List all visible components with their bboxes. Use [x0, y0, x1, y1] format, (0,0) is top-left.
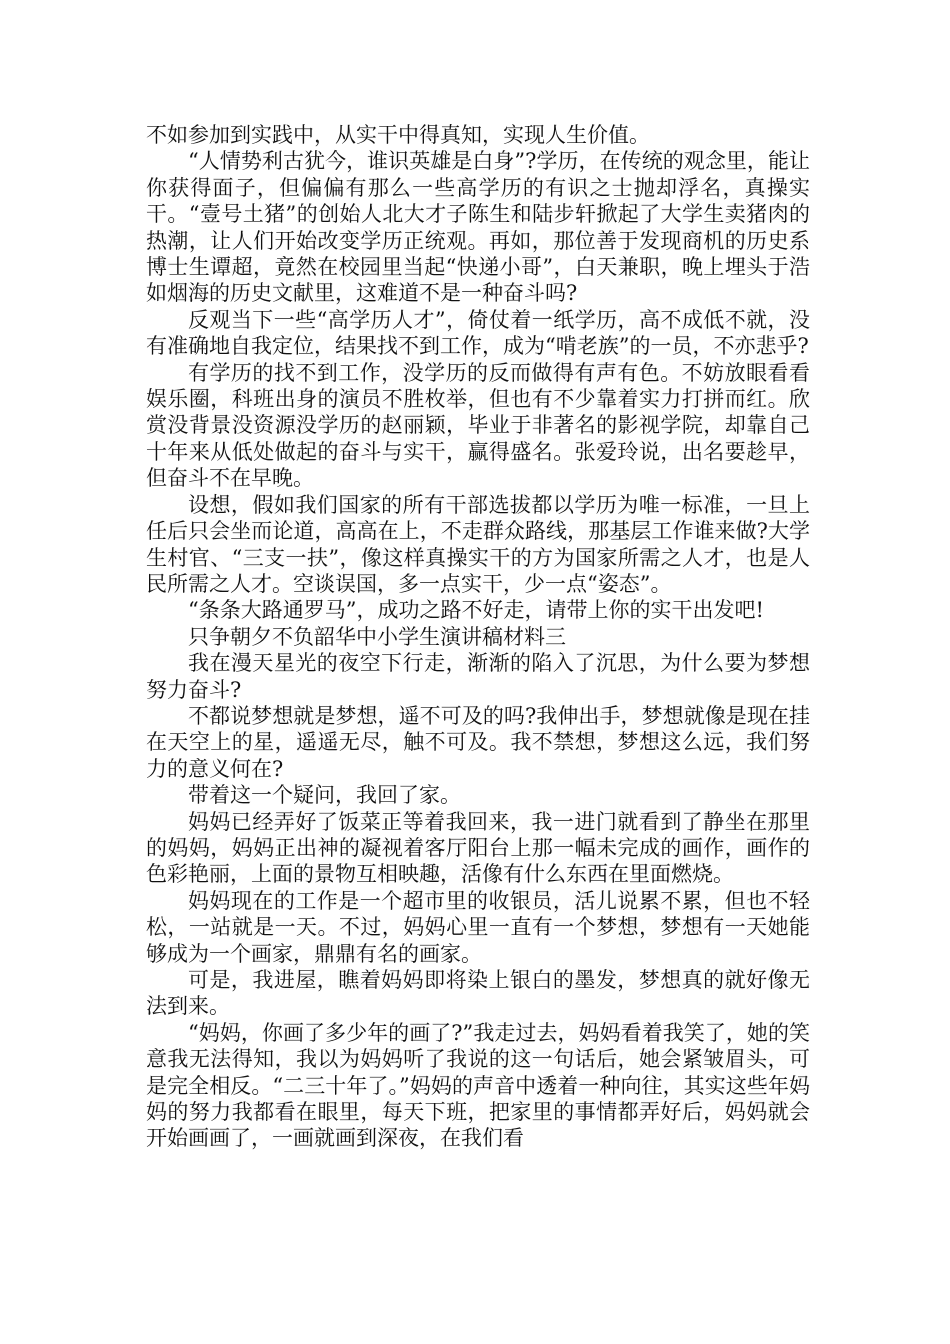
paragraph: 带着这一个疑问，我回了家。 — [188, 783, 461, 808]
document-body — [146, 122, 810, 1152]
paragraph: “人情势利古犹今，谁识英雄是白身”?学历，在传统的观念里，能让你获得面子，但偏偏有那么一些高学历的有识之士抛却浮名，真操实干。“壹号土猪”的创始人北大才子陈生和陆步轩掀起了大学生卖猪肉的热潮，让人们开始改变学历正统观。再如，那位善于发现商机的历史系博士生谭超，竟然在校园里当起“快递小哥”，白天兼职，晚上埋头于浩如烟海的历史文献里，这难道不是一种奋斗吗? — [146, 149, 810, 306]
paragraph: 不都说梦想就是梦想，遥不可及的吗?我伸出手，梦想就像是现在挂在天空上的星，遥遥无尽，触不可及。我不禁想，梦想这么远，我们努力的意义何在? — [146, 703, 810, 781]
paragraph: 有学历的找不到工作，没学历的反而做得有声有色。不妨放眼看看娱乐圈，科班出身的演员不胜枚举，但也有不少靠着实力打拼而红。欣赏没背景没资源没学历的赵丽颖，毕业于非著名的影视学院，却靠自己十年来从低处做起的奋斗与实干，赢得盛名。张爱玲说，出名要趁早，但奋斗不在早晚。 — [146, 360, 810, 491]
paragraph: 可是，我进屋，瞧着妈妈即将染上银白的墨发，梦想真的就好像无法到来。 — [146, 968, 810, 1019]
paragraph: 设想，假如我们国家的所有干部选拔都以学历为唯一标准，一旦上任后只会坐而论道，高高在上，不走群众路线，那基层工作谁来做?大学生村官、“三支一扶”，像这样真操实干的方为国家所需之人才，也是人民所需之人才。空谈误国，多一点实干，少一点“姿态”。 — [146, 492, 810, 596]
paragraph: 反观当下一些“高学历人才”，倚仗着一纸学历，高不成低不就，没有准确地自我定位，结果找不到工作，成为“啃老族”的一员，不亦悲乎? — [146, 307, 810, 359]
paragraph: 不如参加到实践中，从实干中得真知，实现人生价值。 — [146, 123, 650, 147]
paragraph: 妈妈现在的工作是一个超市里的收银员，活儿说累不累，但也不轻松，一站就是一天。不过，妈妈心里一直有一个梦想，梦想有一天她能够成为一个画家，鼎鼎有名的画家。 — [146, 888, 810, 966]
paragraph: 妈妈已经弄好了饭菜正等着我回来，我一进门就看到了静坐在那里的妈妈，妈妈正出神的凝视着客厅阳台上那一幅未完成的画作，画作的色彩艳丽，上面的景物互相映趣，活像有什么东西在里面燃烧。 — [146, 809, 810, 887]
paragraph: “条条大路通罗马”，成功之路不好走，请带上你的实干出发吧! — [188, 598, 764, 623]
paragraph: 我在漫天星光的夜空下行走，渐渐的陷入了沉思，为什么要为梦想努力奋斗? — [146, 651, 810, 702]
section-heading: 只争朝夕不负韶华中小学生演讲稿材料三 — [188, 624, 566, 649]
paragraph: “妈妈，你画了多少年的画了?”我走过去，妈妈看着我笑了，她的笑意我无法得知，我以为妈妈听了我说的这一句话后，她会紧皱眉头，可是完全相反。“二三十年了。”妈妈的声音中透着一种向往，其实这些年妈妈的努力我都看在眼里，每天下班，把家里的事情都弄好后，妈妈就会开始画画了，一画就画到深夜，在我们看 — [146, 1020, 810, 1151]
